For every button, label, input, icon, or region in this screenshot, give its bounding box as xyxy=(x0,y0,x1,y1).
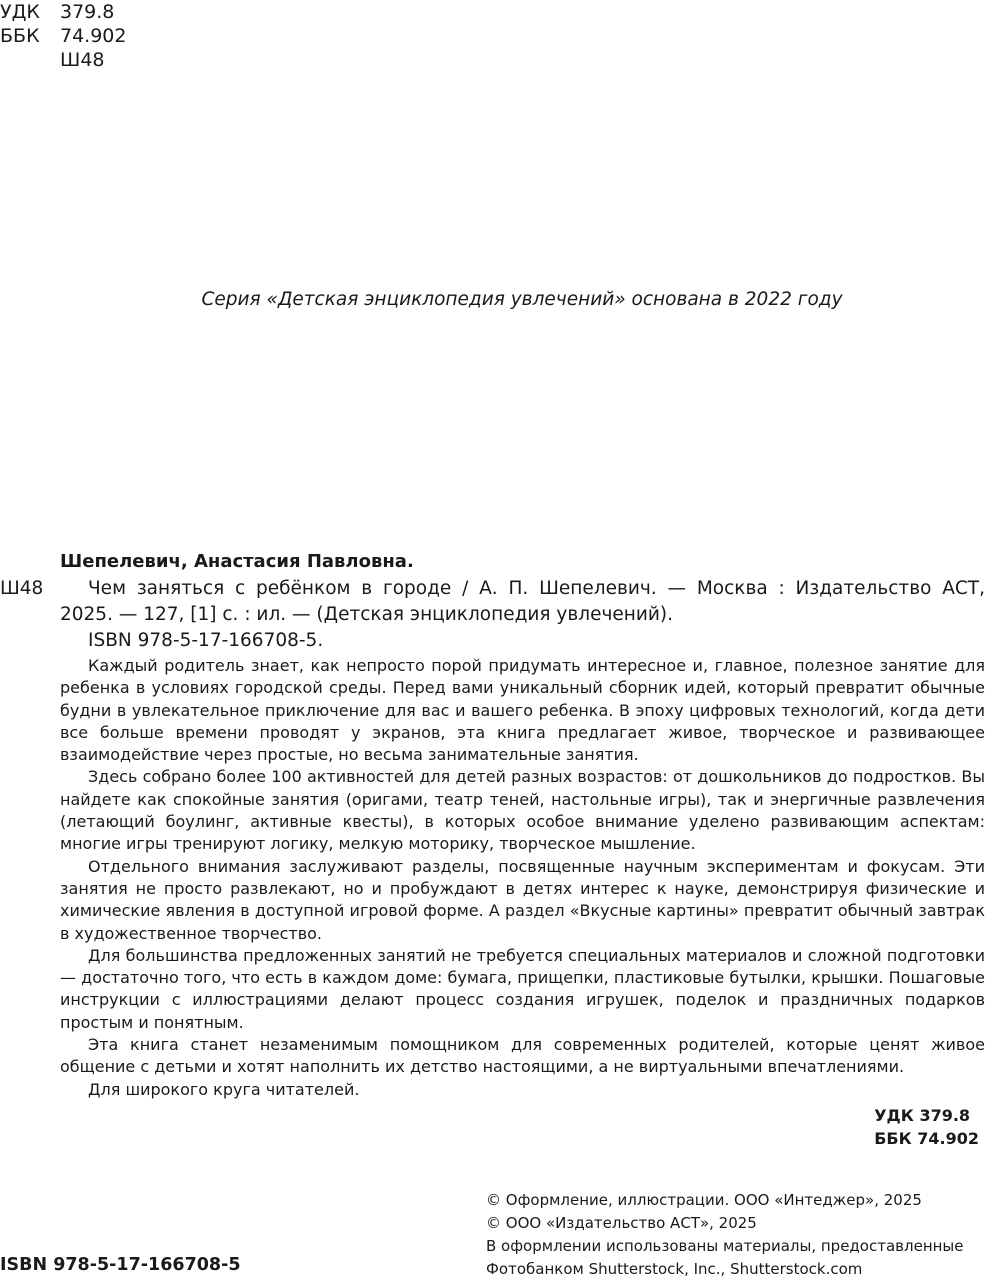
copyright-line: © ООО «Издательство АСТ», 2025 xyxy=(486,1214,757,1232)
bbk-label: ББК xyxy=(0,25,40,47)
cutter-row xyxy=(0,48,126,72)
biblio-imprint-line: 2025. — 127, [1] с. : ил. — (Детская энциклопедия увлечений). xyxy=(60,604,674,625)
annotation-paragraph: Отдельного внимания заслуживают разделы, посвященные научным экспериментам и фокусам. Эти занятия не просто развлекают, но и пробуждают в детях интерес к науке, демонстрируя физические и химические явления в доступной игровой форме. А раздел «Вкусные картины» превратит обычный завтрак в художественное творчество. xyxy=(60,856,985,943)
author-name: Шепелевич, Анастасия Павловна. xyxy=(60,551,414,572)
isbn-bottom: ISBN 978-5-17-166708-5 xyxy=(0,1255,241,1275)
annotation-paragraph: Здесь собрано более 100 активностей для детей разных возрастов: от дошкольников до подростков. Вы найдете как спокойные занятия (оригами, театр теней, настольные игры), так и энергичные развлечения (летающий боулинг, активные квесты), в которых особое внимание уделено развивающим аспектам: многие игры тренируют логику, мелкую моторику, творческое мышление. xyxy=(60,767,985,854)
biblio-isbn: ISBN 978-5-17-166708-5. xyxy=(88,630,324,651)
classification-bottom xyxy=(874,1104,979,1150)
bibliographic-description xyxy=(60,576,985,654)
biblio-title-line: Чем заняться с ребёнком в городе / А. П. Шепелевич. — Москва : Издательство АСТ, xyxy=(88,578,985,599)
annotation-paragraph: Для широкого круга читателей. xyxy=(88,1079,360,1099)
copyright-line: © Оформление, иллюстрации. ООО «Интеджер», 2025 xyxy=(486,1191,922,1209)
udk-label: УДК xyxy=(0,1,40,23)
bbk-value: 74.902 xyxy=(60,25,127,47)
annotation-paragraph: Эта книга станет незаменимым помощником для современных родителей, которые ценят живое общение с детьми и хотят наполнить их детство настоящими, а не виртуальными впечатлениями. xyxy=(60,1035,985,1077)
bbk-row xyxy=(0,24,126,48)
copyright-line: Фотобанком Shutterstock, Inc., Shutterstock.com xyxy=(486,1260,863,1278)
classification-codes xyxy=(0,0,126,72)
annotation-paragraph: Каждый родитель знает, как непросто порой придумать интересное и, главное, полезное занятие для ребенка в условиях городской среды. Перед вами уникальный сборник идей, который превратит обычные будни в увлекательное приключение для вас и вашего ребенка. В эпоху цифровых технологий, когда дети все больше времени проводят у экранов, эта книга предлагает живое, творческое и развивающее взаимодействие через простые, но весьма занимательные занятия. xyxy=(60,656,985,765)
copyright-block xyxy=(486,1189,964,1281)
bbk-bottom: ББК 74.902 xyxy=(874,1129,979,1148)
annotation xyxy=(60,655,985,1101)
udk-bottom: УДК 379.8 xyxy=(874,1106,971,1125)
annotation-paragraph: Для большинства предложенных занятий не требуется специальных материалов и сложной подготовки — достаточно того, что есть в каждом доме: бумага, прищепки, пластиковые бутылки, крышки. Пошаговые инструкции с иллюстрациями делают процесс создания игрушек, поделок и праздничных подарков простым и понятным. xyxy=(60,945,985,1032)
series-note: Серия «Детская энциклопедия увлечений» основана в 2022 году xyxy=(201,289,843,310)
cutter-mark: Ш48 xyxy=(0,578,44,599)
udk-value: 379.8 xyxy=(60,1,115,23)
copyright-line: В оформлении использованы материалы, предоставленные xyxy=(486,1237,964,1255)
udk-row xyxy=(0,0,126,24)
cutter-code: Ш48 xyxy=(60,49,105,71)
